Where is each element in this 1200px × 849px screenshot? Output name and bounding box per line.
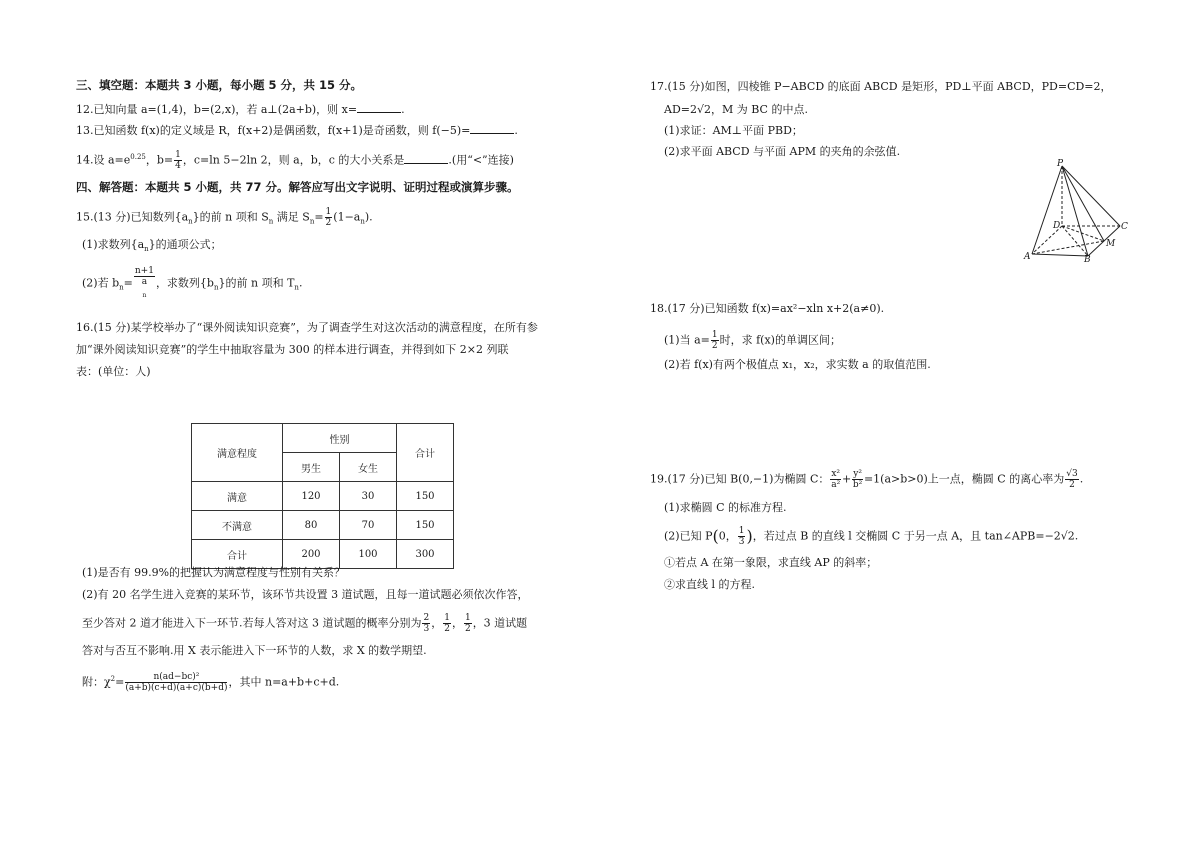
q16-note-sup: 2 xyxy=(110,675,116,683)
contingency-table xyxy=(191,423,454,569)
q15-frac-num: 1 xyxy=(325,207,332,217)
q19-eccentricity xyxy=(1065,469,1078,490)
q19-text-a: 19.(17 分)已知 B(0,−1)为椭圆 C： xyxy=(650,472,830,486)
cell-male: 120 xyxy=(283,482,340,511)
q16-f1-den: 3 xyxy=(423,624,430,634)
cell-total: 300 xyxy=(397,540,454,569)
q15-part2: (2)若 $b_n=$ n+1 a $_n$ ，求数列$\{b_n\}$的前 n 项和 $T_n$. xyxy=(82,266,303,299)
q14-frac-den: 4 xyxy=(175,161,181,172)
q15-p2-text-b: = xyxy=(123,276,133,290)
q16-frac-3 xyxy=(464,613,472,634)
q15-frac-den: 2 xyxy=(325,218,332,228)
q19-p2-text-b: ，若过点 B 的直线 l 交椭圆 C 于另一点 A，且 tan∠APB=−2√2. xyxy=(752,529,1079,543)
q19-sub2: ②求直线 l 的方程. xyxy=(664,578,756,591)
q15-text-f: ). xyxy=(364,210,373,224)
pyramid-figure xyxy=(1022,158,1134,262)
q14-fraction xyxy=(174,150,182,171)
section4-heading: 四、解答题：本题共 5 小题，共 77 分。解答应写出文字说明、证明过程或演算步骤。 xyxy=(76,180,519,194)
cell-total: 150 xyxy=(397,482,454,511)
q15-text-a: 15.(13 分)已知数列{a xyxy=(76,210,189,224)
q16-frac-1 xyxy=(422,613,430,634)
q16-sep: ， xyxy=(451,616,463,630)
q19-part1: (1)求椭圆 C 的标准方程. xyxy=(664,501,787,514)
section3-heading: 三、填空题：本题共 3 小题，每小题 5 分，共 15 分。 xyxy=(76,78,363,92)
q15-p1-text: (1)求数列{a xyxy=(82,238,145,251)
q14-text-b: ，b= xyxy=(145,153,174,167)
label-B: B xyxy=(1084,255,1091,262)
label-M: M xyxy=(1106,239,1116,249)
cell-female: 100 xyxy=(340,540,397,569)
q16-part1: (1)是否有 99.9%的把握认为满意程度与性别有关系？ xyxy=(82,566,346,579)
q19-p2-frac-den: 3 xyxy=(738,537,745,547)
q19-frac-y xyxy=(852,469,863,490)
q18-part2: (2)若 f(x)有两个极值点 x₁，x₂，求实数 a 的取值范围. xyxy=(664,358,931,371)
q19-f1-num: x² xyxy=(831,469,841,479)
q16-line1: 16.(15 分)某学校举办了“课外阅读知识竞赛”，为了调查学生对这次活动的满意程度，在所有参 xyxy=(76,321,538,334)
q12-answer-blank[interactable] xyxy=(357,102,401,113)
table-total-header: 合计 xyxy=(397,424,454,482)
table-row xyxy=(192,511,454,540)
table-row xyxy=(192,482,454,511)
q19-e-den: 2 xyxy=(1069,480,1075,490)
q14-exponent: 0.25 xyxy=(130,153,146,161)
q12-text: 12.已知向量 a=(1,4)，b=(2,x)，若 a⊥(2a+b)，则 x= xyxy=(76,103,358,116)
cell-total: 150 xyxy=(397,511,454,540)
q19-text-b: =1(a>b>0)上一点，椭圆 C 的离心率为 xyxy=(863,472,1065,486)
q16-f2-den: 2 xyxy=(444,624,450,634)
q13-end: . xyxy=(514,124,518,137)
q19-p2-frac-num: 1 xyxy=(738,526,745,536)
q18-frac-den: 2 xyxy=(711,341,718,351)
cell-male: 200 xyxy=(283,540,340,569)
q16-note-a: 附：χ xyxy=(82,675,111,689)
table-male-header: 男生 xyxy=(283,453,340,482)
q16-part2-line3: 答对与否互不影响.用 X 表示能进入下一环节的人数，求 X 的数学期望. xyxy=(82,644,427,657)
q15-p2-frac-den: a xyxy=(141,277,148,287)
q12-end: . xyxy=(401,103,405,116)
cell-female: 30 xyxy=(340,482,397,511)
q15-part1: (1)求数列$\{a_n\}$的通项公式； xyxy=(82,238,222,254)
q15-p2-text-a: (2)若 b xyxy=(82,276,120,290)
cell-female: 70 xyxy=(340,511,397,540)
q19-f2-den: b² xyxy=(852,480,863,490)
table-row xyxy=(192,540,454,569)
q19-text-c: . xyxy=(1079,472,1084,486)
q15-p2-text-c: ，求数列{b xyxy=(155,276,214,290)
q15-text-e: (1−a xyxy=(333,210,361,224)
q18-part1 xyxy=(664,330,841,351)
q16-line3: 表：(单位：人) xyxy=(76,365,151,378)
row-label: 满意 xyxy=(192,482,283,511)
q18-line1: 18.(17 分)已知函数 f(x)=ax²−xln x+2(a≠0). xyxy=(650,302,885,315)
q15-p1-end: }的通项公式； xyxy=(148,238,222,251)
cell-male: 80 xyxy=(283,511,340,540)
q16-note-b: ，其中 n=a+b+c+d. xyxy=(228,675,340,689)
q19-f2-num: y² xyxy=(853,469,862,479)
q13-text: 13.已知函数 f(x)的定义域是 R，f(x+2)是偶函数，f(x+1)是奇函数，则 f(−5)= xyxy=(76,124,471,137)
q15-text-b: }的前 n 项和 S xyxy=(192,210,269,224)
label-P: P xyxy=(1057,159,1064,169)
question-13 xyxy=(76,123,518,138)
q15-p2-text-d: }的前 n 项和 T xyxy=(218,276,295,290)
q19-sub1: ①若点 A 在第一象限，求直线 AP 的斜率； xyxy=(664,556,878,569)
table-gender-header: 性别 xyxy=(283,424,397,453)
q19-plus: + xyxy=(842,472,852,486)
table-female-header: 女生 xyxy=(340,453,397,482)
q17-line1: 17.(15 分)如图，四棱锥 P−ABCD 的底面 ABCD 是矩形，PD⊥平面 ABCD，PD=CD=2， xyxy=(650,80,1112,93)
question-14 xyxy=(76,150,514,171)
q15-p2-fraction: n+1 a $_n$ xyxy=(134,266,154,299)
q16-formula-note xyxy=(82,672,339,693)
label-C: C xyxy=(1121,222,1128,232)
chi-num: n(ad−bc)² xyxy=(125,672,227,683)
q16-part2-line1: (2)有 20 名学生进入竞赛的某环节，该环节共设置 3 道试题，且每一道试题必须依次作答， xyxy=(82,588,529,601)
chi-square-formula xyxy=(125,672,227,693)
q15-text-c: 满足 S xyxy=(273,210,310,224)
q16-f3-den: 2 xyxy=(464,624,471,634)
q16-p2-text-a: 至少答对 2 道才能进入下一环节.若每人答对这 3 道试题的概率分别为 xyxy=(82,616,422,630)
row-label: 不满意 xyxy=(192,511,283,540)
q19-f1-den: a² xyxy=(831,480,841,490)
q16-sep: ， xyxy=(431,616,443,630)
q16-f1-num: 2 xyxy=(423,613,430,623)
label-D: D xyxy=(1053,221,1061,231)
q16-f3-num: 1 xyxy=(464,613,471,623)
question-15: 15.(13 分)已知数列$\{a_n\}$的前 n 项和 $S_n$ 满足 $S_n=$ $\frac{1}{2}$ $(1-a_n)$. xyxy=(76,207,373,228)
q16-f2-num: 1 xyxy=(444,613,450,623)
q14-frac-num: 1 xyxy=(175,150,181,161)
q19-e-num: √3 xyxy=(1066,469,1078,479)
q19-p2-fraction xyxy=(738,526,746,547)
q17-line2: AD=2√2，M 为 BC 的中点. xyxy=(664,103,808,116)
q16-part2-line2 xyxy=(82,613,527,634)
chi-den: (a+b)(c+d)(a+c)(b+d) xyxy=(125,683,228,694)
q13-answer-blank[interactable] xyxy=(470,123,514,134)
q18-frac-num: 1 xyxy=(711,330,718,340)
q19-p2-point: 0， xyxy=(718,529,737,543)
q16-p2-text-b: ，3 道试题 xyxy=(472,616,528,630)
q14-answer-blank[interactable] xyxy=(404,153,448,164)
q14-text-a: 14.设 a=e xyxy=(76,153,131,167)
q15-fraction xyxy=(325,207,333,228)
q19-p2-text-a: (2)已知 P xyxy=(664,529,713,543)
q15-p2-text-e: . xyxy=(298,276,303,290)
q19-frac-x xyxy=(830,469,841,490)
q17-part2: (2)求平面 ABCD 与平面 APM 的夹角的余弦值. xyxy=(664,145,901,158)
q16-line2: 加“课外阅读知识竞赛”的学生中抽取容量为 300 的样本进行调查，并得到如下 2×2 列联 xyxy=(76,343,509,356)
q19-part2: (2)已知 P(0， $\frac{1}{3}$ )，若过点 B 的直线 l 交椭圆 C 于另一点 A，且 tan∠APB=−2√2. xyxy=(664,526,1079,547)
q18-p1-text-b: 时，求 f(x)的单调区间； xyxy=(719,333,841,347)
question-12 xyxy=(76,102,405,117)
q16-note-eq: = xyxy=(115,675,125,689)
q14-end: .(用“<”连接) xyxy=(448,153,514,167)
table-corner: 满意程度 xyxy=(192,424,283,482)
label-A: A xyxy=(1024,252,1031,262)
q19-line1 xyxy=(650,469,1083,490)
row-label: 合计 xyxy=(192,540,283,569)
q18-p1-text-a: (1)当 a= xyxy=(664,333,710,347)
q18-fraction xyxy=(711,330,719,351)
q16-frac-2 xyxy=(443,613,451,634)
q14-text-c: ，c=ln 5−2ln 2，则 a，b，c 的大小关系是 xyxy=(182,153,405,167)
q17-part1: (1)求证：AM⊥平面 PBD； xyxy=(664,124,803,137)
q15-text-d: = xyxy=(314,210,324,224)
q15-p2-frac-num: n+1 xyxy=(134,266,154,276)
